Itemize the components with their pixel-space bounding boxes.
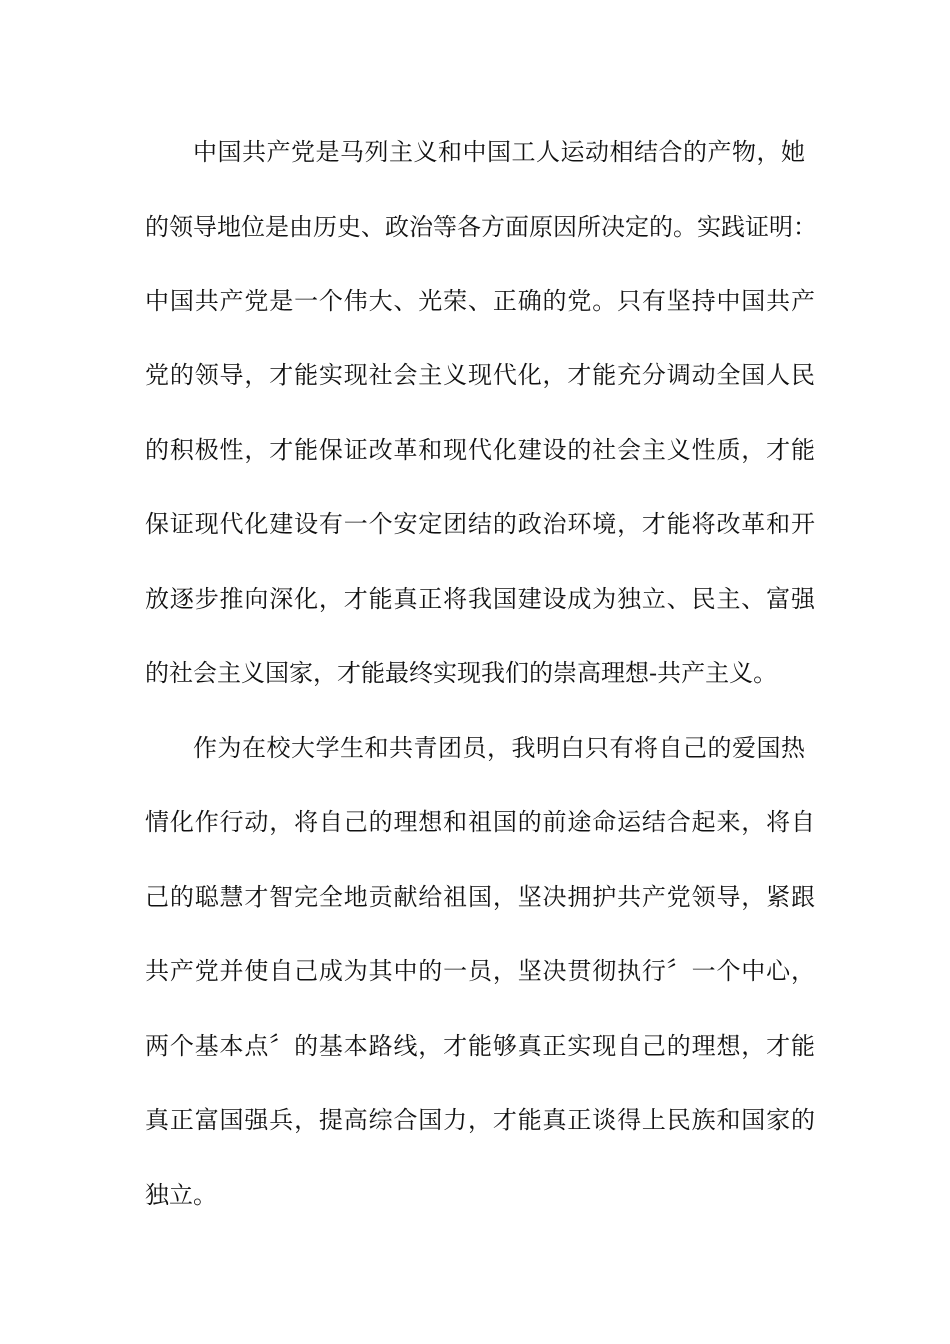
paragraph-line: 党的领导，才能实现社会主义现代化，才能充分调动全国人民 — [145, 361, 815, 389]
paragraph-line: 独立。 — [145, 1181, 217, 1209]
paragraph-line: 中国共产党是一个伟大、光荣、正确的党。只有坚持中国共产 — [145, 287, 815, 315]
paragraph-line: 真正富国强兵，提高综合国力，才能真正谈得上民族和国家的 — [145, 1106, 815, 1134]
paragraph-line: 的领导地位是由历史、政治等各方面原因所决定的。实践证明： — [145, 213, 817, 241]
paragraph-line: 放逐步推向深化，才能真正将我国建设成为独立、民主、富强 — [145, 585, 815, 613]
paragraph-line: 中国共产党是马列主义和中国工人运动相结合的产物，她 — [193, 138, 805, 166]
paragraph-line: 作为在校大学生和共青团员，我明白只有将自己的爱国热 — [193, 734, 805, 762]
paragraph-line: 己的聪慧才智完全地贡献给祖国，坚决拥护共产党领导，紧跟 — [145, 883, 815, 911]
paragraph-line: 情化作行动，将自己的理想和祖国的前途命运结合起来，将自 — [145, 808, 815, 836]
paragraph-line: 的积极性，才能保证改革和现代化建设的社会主义性质，才能 — [145, 436, 815, 464]
paragraph-line: 保证现代化建设有一个安定团结的政治环境，才能将改革和开 — [145, 510, 815, 538]
paragraph-line: 共产党并使自己成为其中的一员，坚决贯彻执行〞一个中心， — [145, 957, 815, 985]
paragraph-line: 两个基本点〞的基本路线，才能够真正实现自己的理想，才能 — [145, 1032, 815, 1060]
paragraph-line: 的社会主义国家，才能最终实现我们的崇高理想-共产主义。 — [145, 659, 778, 687]
